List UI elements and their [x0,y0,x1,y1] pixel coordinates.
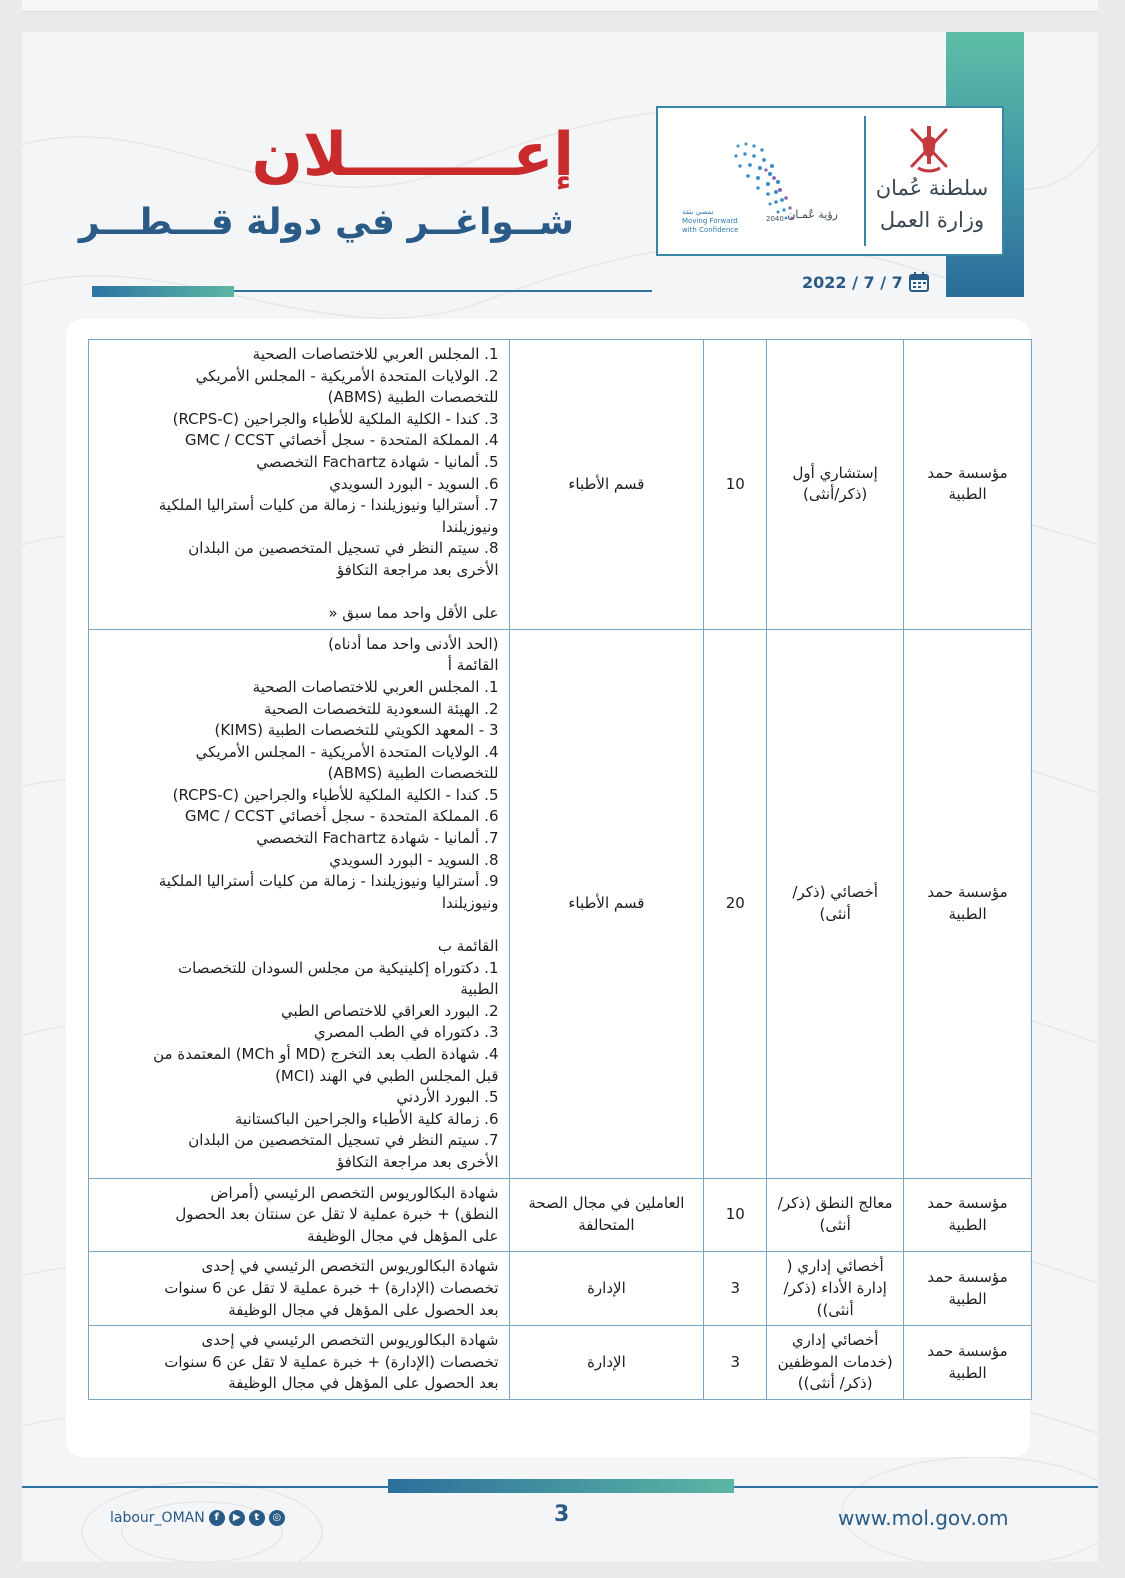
qualification-line: الأخرى بعد مراجعة التكافؤ [336,560,499,579]
footer-accent-bar [388,1479,734,1493]
department-cell: العاملين في مجال الصحة المتحالفة [509,1178,704,1252]
social-links [110,1510,285,1526]
qualification-line: الأخرى بعد مراجعة التكافؤ [336,1152,499,1171]
department-cell: قسم الأطباء [509,629,704,1178]
job-title-cell: معالج النطق (ذكر/أنثى) [767,1178,904,1252]
social-handle[interactable]: labour_OMAN [110,1510,205,1526]
qualification-line: 7. سيتم النظر في تسجيل المتخصصين من البلدان [188,1131,499,1150]
youtube-icon[interactable]: ▶ [229,1510,245,1526]
qualification-line: للتخصصات الطبية (ABMS) [327,764,499,783]
qualification-line: بعد الحصول على المؤهل في مجال الوظيفة [228,1300,499,1319]
calendar-icon [909,272,929,292]
department-cell: الإدارة [509,1252,704,1326]
qualifications-cell [89,340,510,630]
qualification-line: (الحد الأدنى واحد مما أدناه) [328,634,499,653]
qualification-line: 9. أستراليا ونيوزيلندا - زمالة من كليات أستراليا الملكية [158,872,499,891]
institution-cell: مؤسسة حمد الطبية [904,1178,1032,1252]
previous-page-edge [22,0,1098,12]
date-row [802,272,929,292]
qualification-line: 6. السويد - البورد السويدي [329,474,499,493]
qualification-line: القائمة ب [437,937,499,956]
page-number: 3 [554,1502,570,1527]
qualifications-cell [89,629,510,1178]
qualification-line: بعد الحصول على المؤهل في مجال الوظيفة [228,1374,499,1393]
qualification-line: 4. الولايات المتحدة الأمريكية - المجلس الأمريكي [195,742,499,761]
qualification-line: 8. السويد - البورد السويدي [329,850,499,869]
announcement-subtitle: شــواغــر في دولة قـــطـــر [78,202,574,243]
vacancies-card [66,319,1030,1457]
vacancies-table [88,339,1032,1400]
qualification-line: 1. المجلس العربي للاختصاصات الصحية [252,677,499,696]
institution-cell: مؤسسة حمد الطبية [904,629,1032,1178]
qualification-line: 6. المملكة المتحدة - سجل أخصائي GMC / CCST [184,807,499,826]
qualification-line: 4. شهادة الطب بعد التخرج (MD أو MCh) المعتمدة من [153,1045,499,1063]
institution-cell: مؤسسة حمد الطبية [904,1326,1032,1400]
qualification-line: تخصصات (الإدارة) + خبرة عملية لا تقل عن 6 سنوات [164,1278,499,1297]
qualifications-cell [89,1178,510,1252]
vacancy-count-cell: 20 [704,629,767,1178]
document-page [22,32,1098,1562]
table-row [89,340,1032,630]
logo-divider [864,116,866,246]
qualification-line: 3. دكتوراه في الطب المصري [313,1023,499,1042]
qualification-line: 3. كندا - الكلية الملكية للأطباء والجراحين (RCPS-C) [172,409,499,428]
qualification-line: القائمة أ [447,656,499,675]
qualification-line: 5. ألمانيا - شهادة Fachartz التخصصي [256,452,499,471]
qualification-line: 6. زمالة كلية الأطباء والجراحين الباكستانية [234,1109,499,1128]
announcement-title: إعــــــــلان [251,120,574,190]
vision-2040-label: رؤية عُمـان $_{2040}$ [766,208,838,224]
title-accent-bar [92,286,234,297]
instagram-icon[interactable]: ◎ [269,1510,285,1526]
job-title-cell: أخصائي (ذكر/ أنثى) [767,629,904,1178]
qualification-line: للتخصصات الطبية (ABMS) [327,388,499,407]
vacancy-count-cell: 10 [704,1178,767,1252]
table-row [89,1326,1032,1400]
announcement-date: 2022 / 7 / 7 [802,272,903,292]
qualification-line: 1. دكتوراه إكلينيكية من مجلس السودان للتخصصات [178,958,499,977]
job-title-cell: إستشاري أول (ذكر/أنثى) [767,340,904,630]
qualification-line: 2. البورد العراقي للاختصاص الطبي [280,1001,499,1020]
qualifications-cell [89,1252,510,1326]
qualification-line: شهادة البكالوريوس التخصص الرئيسي في إحدى [201,1331,499,1350]
table-row [89,1178,1032,1252]
job-title-cell: أخصائي إداري ( إدارة الأداء (ذكر/ أنثى)) [767,1252,904,1326]
qualification-line: 2. الهيئة السعودية للتخصصات الصحية [263,699,499,718]
oman-emblem-icon [904,120,954,176]
job-title-cell: أخصائي إداري (خدمات الموظفين (ذكر/ أنثى)) [767,1326,904,1400]
website-link[interactable]: www.mol.gov.om [838,1506,1009,1530]
qualification-line: 5. البورد الأردني [396,1088,499,1107]
department-cell: قسم الأطباء [509,340,704,630]
vacancy-count-cell: 10 [704,340,767,630]
qualifications-cell [89,1326,510,1400]
department-cell: الإدارة [509,1326,704,1400]
qualification-line: 4. المملكة المتحدة - سجل أخصائي GMC / CCST [184,431,499,450]
qualification-line: 1. المجلس العربي للاختصاصات الصحية [252,345,499,363]
table-row [89,1252,1032,1326]
qualification-line: ونيوزيلندا [441,517,499,536]
facebook-icon[interactable]: f [209,1510,225,1526]
qualification-line: 5. كندا - الكلية الملكية للأطباء والجراحين (RCPS-C) [172,785,499,804]
qualification-line: 7. ألمانيا - شهادة Fachartz التخصصي [256,829,499,848]
vacancy-count-cell: 3 [704,1326,767,1400]
qualification-line: ونيوزيلندا [441,893,499,912]
qualification-line: النطق) + خبرة عملية لا تقل عن سنتان بعد الحصول [175,1205,499,1224]
qualification-line: 7. أستراليا ونيوزيلندا - زمالة من كليات أستراليا الملكية [158,496,499,515]
qualification-line: 3 - المعهد الكويتي للتخصصات الطبية (KIMS) [214,721,499,740]
table-row [89,629,1032,1178]
qualification-line: على المؤهل في مجال الوظيفة [307,1226,499,1245]
vacancy-count-cell: 3 [704,1252,767,1326]
qualification-line: قبل المجلس الطبي في الهند (MCI) [275,1066,499,1085]
vision-motto: نمضي بثقة Moving Forward with Confidence [682,208,739,234]
qualification-line: الطبية [460,980,499,999]
ministry-name: سلطنة عُمان وزارة العمل [875,176,989,232]
qualification-line: شهادة البكالوريوس التخصص الرئيسي (أمراض [210,1183,499,1202]
qualification-line [95,582,499,604]
qualification-line: 2. الولايات المتحدة الأمريكية - المجلس الأمريكي [195,366,499,385]
qualification-line: على الأقل واحد مما سبق « [328,604,499,623]
institution-cell: مؤسسة حمد الطبية [904,1252,1032,1326]
ministry-logo-panel [656,106,1004,256]
qualification-line: تخصصات (الإدارة) + خبرة عملية لا تقل عن 6 سنوات [164,1352,499,1371]
qualification-line: 8. سيتم النظر في تسجيل المتخصصين من البلدان [188,539,499,558]
institution-cell: مؤسسة حمد الطبية [904,340,1032,630]
qualification-line [95,914,499,936]
twitter-icon[interactable]: t [249,1510,265,1526]
qualification-line: شهادة البكالوريوس التخصص الرئيسي في إحدى [201,1257,499,1276]
